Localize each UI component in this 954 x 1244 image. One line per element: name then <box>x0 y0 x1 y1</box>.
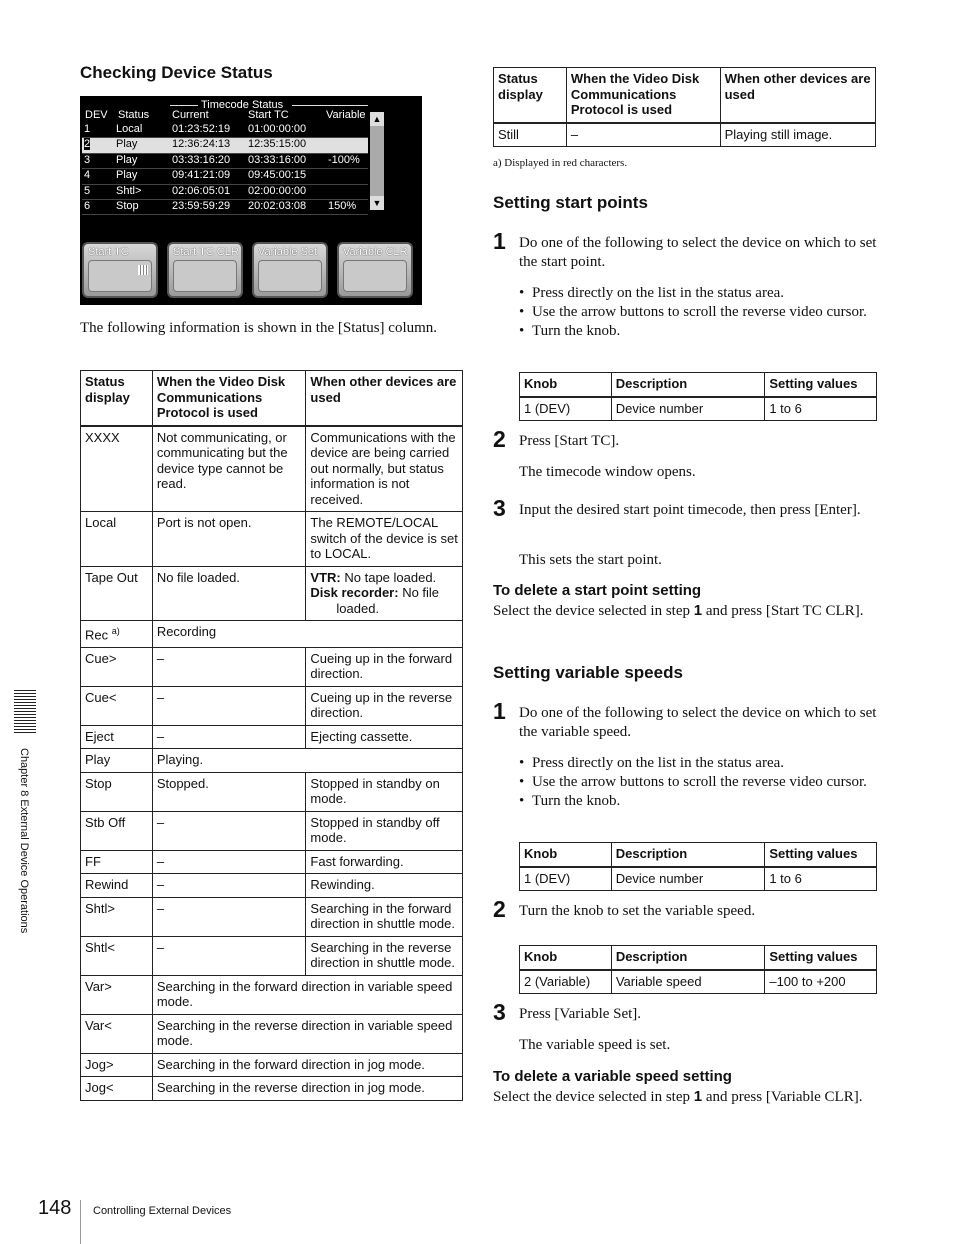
cell: Stopped. <box>152 772 306 811</box>
cell: Cueing up in the reverse direction. <box>306 686 463 725</box>
device-number: 1 <box>84 123 91 135</box>
step-number: 3 <box>493 495 506 521</box>
cell <box>81 621 153 648</box>
step-text: Do one of the following to select the device on which to set the start point. <box>519 235 877 270</box>
list-item: • Press directly on the list in the status area. <box>519 754 869 773</box>
cell <box>306 566 463 621</box>
table-row <box>81 647 463 686</box>
step-ref: 1 <box>693 602 703 619</box>
list-item: • Use the arrow buttons to scroll the reverse video cursor. <box>519 773 869 792</box>
cell: FF <box>81 850 153 874</box>
device-row-selected[interactable] <box>82 138 368 153</box>
table-row <box>81 811 463 850</box>
device-current-tc: 01:23:52:19 <box>172 123 231 135</box>
step-text: Input the desired start point timecode, then press [Enter]. <box>519 502 861 518</box>
cell: Shtl< <box>81 936 153 975</box>
text: Select the device selected in step <box>493 1089 694 1105</box>
cell: Eject <box>81 725 153 749</box>
cell: Rewinding. <box>306 874 463 898</box>
button-label: Start TC CLR <box>173 246 239 258</box>
device-start-tc: 09:45:00:15 <box>248 169 307 182</box>
footnote-ref: a) <box>111 626 120 636</box>
header-vdcp: When the Video Disk Communications Protocol is used <box>566 68 720 123</box>
cell: Ejecting cassette. <box>306 725 463 749</box>
header-status-display: Status display <box>494 68 567 123</box>
cell: 1 (DEV) <box>520 867 612 891</box>
table-row <box>81 772 463 811</box>
table-row <box>81 621 463 648</box>
device-start-tc: 02:00:00:00 <box>248 184 307 197</box>
text: and press [Start TC CLR]. <box>702 603 864 619</box>
button-label: Variable Set <box>258 246 318 258</box>
table-row <box>81 936 463 975</box>
step-ref: 1 <box>693 1088 703 1105</box>
subheading-delete-variable-speed: To delete a variable speed setting <box>493 1068 732 1085</box>
device-variable: -100% <box>328 153 360 166</box>
cell: Play <box>81 749 153 773</box>
col-current: Current <box>172 109 209 121</box>
cell: – <box>152 850 306 874</box>
device-row[interactable] <box>82 200 368 215</box>
cell: The REMOTE/LOCAL switch of the device is set to LOCAL. <box>306 512 463 567</box>
variable-set-button[interactable] <box>252 242 328 298</box>
col-status: Status <box>118 109 150 121</box>
table-row <box>81 566 463 621</box>
cell: Local <box>81 512 153 567</box>
chapter-side-label: Chapter 8 External Device Operations <box>18 748 30 934</box>
disk-recorder-label: Disk recorder: <box>310 585 399 600</box>
timecode-status-title: Timecode Status <box>201 99 284 111</box>
start-tc-button[interactable] <box>82 242 158 298</box>
device-current-tc: 23:59:59:29 <box>172 199 231 212</box>
table-row <box>81 426 463 512</box>
cell: Stop <box>81 772 153 811</box>
cell: Searching in the reverse direction in jog mode. <box>152 1077 462 1101</box>
device-status: Local <box>116 123 143 135</box>
cell: – <box>152 811 306 850</box>
cell: Searching in the forward direction in jog mode. <box>152 1053 462 1077</box>
vtr-text: No tape loaded. <box>340 569 437 585</box>
device-start-tc: 12:35:15:00 <box>248 138 307 151</box>
device-status: Play <box>116 153 138 166</box>
button-face <box>343 260 407 292</box>
footnote: a) Displayed in red characters. <box>493 157 628 169</box>
device-start-tc: 01:00:00:00 <box>248 123 307 135</box>
device-start-tc: 20:02:03:08 <box>248 199 307 212</box>
step-result: The timecode window opens. <box>519 464 696 480</box>
cell: Cue> <box>81 647 153 686</box>
header-setting-values: Setting values <box>765 946 877 970</box>
list-item: • Turn the knob. <box>519 322 869 341</box>
table-row <box>81 749 463 773</box>
table-row <box>520 867 877 891</box>
device-number: 2 <box>84 138 91 151</box>
divider <box>170 105 198 106</box>
header-other-devices: When other devices are used <box>306 371 463 426</box>
header-knob: Knob <box>520 373 612 397</box>
list-scrollbar[interactable] <box>370 112 384 210</box>
device-number: 5 <box>84 184 91 197</box>
header-knob: Knob <box>520 843 612 867</box>
device-current-tc: 09:41:21:09 <box>172 169 231 182</box>
cell: Recording <box>152 621 462 648</box>
step-text: Press [Variable Set]. <box>519 1006 642 1022</box>
device-number: 6 <box>84 199 91 212</box>
cell: Rewind <box>81 874 153 898</box>
cell: Cue< <box>81 686 153 725</box>
cell: – <box>152 936 306 975</box>
delete-start-point-text <box>493 601 873 621</box>
cell: Searching in the reverse direction in variable speed mode. <box>152 1014 462 1053</box>
button-label: Start TC <box>88 246 129 258</box>
cell: Variable speed <box>611 970 765 994</box>
subheading-delete-start-point: To delete a start point setting <box>493 582 702 599</box>
cell: – <box>152 647 306 686</box>
status-table-continued <box>493 67 876 147</box>
table-row <box>81 975 463 1014</box>
device-row[interactable] <box>82 185 368 200</box>
device-variable: 150% <box>328 199 357 212</box>
table-row <box>81 1053 463 1077</box>
cell: Stopped in standby on mode. <box>306 772 463 811</box>
bullet-list <box>519 284 869 341</box>
header-other-devices: When other devices are used <box>720 68 875 123</box>
cell: Device number <box>611 867 765 891</box>
cell: – <box>152 874 306 898</box>
header-knob: Knob <box>520 946 612 970</box>
cell: 1 to 6 <box>765 397 877 421</box>
button-face <box>258 260 322 292</box>
section-heading-start-points: Setting start points <box>493 193 648 212</box>
knob-table <box>519 372 877 421</box>
status-rec: Rec <box>85 627 109 643</box>
footer-section-title: Controlling External Devices <box>93 1205 232 1217</box>
cell: 2 (Variable) <box>520 970 612 994</box>
cell: Shtl> <box>81 897 153 936</box>
cell: Tape Out <box>81 566 153 621</box>
cell: Communications with the device are being carried out normally, but status information is not received. <box>306 426 463 512</box>
status-column-intro: The following information is shown in the [Status] column. <box>80 320 438 336</box>
header-status-display: Status display <box>81 371 153 426</box>
device-status: Stop <box>116 199 139 212</box>
cell: 1 to 6 <box>765 867 877 891</box>
cell: Searching in the forward direction in shuttle mode. <box>306 897 463 936</box>
cell: No file loaded. <box>152 566 306 621</box>
header-description: Description <box>611 373 765 397</box>
table-row <box>81 1077 463 1101</box>
header-description: Description <box>611 843 765 867</box>
step-text: Do one of the following to select the device on which to set the variable speed. <box>519 705 877 740</box>
variable-clr-button[interactable] <box>337 242 413 298</box>
knob-table <box>519 945 877 994</box>
footer-divider <box>80 1200 81 1244</box>
header-vdcp: When the Video Disk Communications Protocol is used <box>152 371 306 426</box>
col-variable: Variable <box>326 109 366 121</box>
device-number: 4 <box>84 169 91 182</box>
list-item: • Use the arrow buttons to scroll the reverse video cursor. <box>519 303 869 322</box>
keypad-icon <box>138 265 148 275</box>
cell: Playing. <box>152 749 462 773</box>
scroll-up-arrow-icon[interactable]: ▲ <box>370 112 384 126</box>
timecode-status-screenshot <box>80 96 422 305</box>
disk-recorder-text: No file loaded. <box>336 585 440 616</box>
status-table <box>80 370 463 1101</box>
step-number: 2 <box>493 426 506 452</box>
button-face <box>88 260 152 292</box>
cell: Jog> <box>81 1053 153 1077</box>
cell: Jog< <box>81 1077 153 1101</box>
cell: Still <box>494 123 567 147</box>
header-setting-values: Setting values <box>765 843 877 867</box>
section-heading-variable-speeds: Setting variable speeds <box>493 663 683 682</box>
header-setting-values: Setting values <box>765 373 877 397</box>
start-tc-clr-button[interactable] <box>167 242 243 298</box>
cell: – <box>152 686 306 725</box>
device-row[interactable] <box>82 169 368 184</box>
cell: Stb Off <box>81 811 153 850</box>
table-row <box>81 850 463 874</box>
step-number: 2 <box>493 896 506 922</box>
divider <box>292 105 368 106</box>
list-item: • Press directly on the list in the status area. <box>519 284 869 303</box>
cell: – <box>566 123 720 147</box>
cell: Fast forwarding. <box>306 850 463 874</box>
device-number: 3 <box>84 153 91 166</box>
vtr-label: VTR: <box>310 569 341 585</box>
cell: Stopped in standby off mode. <box>306 811 463 850</box>
table-row <box>81 686 463 725</box>
cell: Searching in the reverse direction in shuttle mode. <box>306 936 463 975</box>
cell: – <box>152 897 306 936</box>
device-current-tc: 02:06:05:01 <box>172 184 231 197</box>
step-result: This sets the start point. <box>519 552 662 568</box>
col-dev: DEV <box>85 109 108 121</box>
col-start-tc: Start TC <box>248 109 289 121</box>
table-row <box>81 897 463 936</box>
cell: Port is not open. <box>152 512 306 567</box>
screenshot-column-headers <box>82 109 368 119</box>
cell: 1 (DEV) <box>520 397 612 421</box>
device-status: Play <box>116 169 138 182</box>
list-item: • Turn the knob. <box>519 792 869 811</box>
page-number: 148 <box>38 1197 72 1219</box>
chapter-tab-marker <box>14 690 36 734</box>
cell: –100 to +200 <box>765 970 877 994</box>
cell: Var< <box>81 1014 153 1053</box>
table-row <box>520 397 877 421</box>
cell: Not communicating, or communicating but the device type cannot be read. <box>152 426 306 512</box>
step-number: 1 <box>493 228 506 254</box>
knob-table <box>519 842 877 891</box>
text: and press [Variable CLR]. <box>702 1089 863 1105</box>
bullet-list <box>519 754 869 811</box>
device-start-tc: 03:33:16:00 <box>248 153 307 166</box>
cell: Cueing up in the forward direction. <box>306 647 463 686</box>
button-face <box>173 260 237 292</box>
device-row[interactable] <box>82 154 368 169</box>
cell: Device number <box>611 397 765 421</box>
cell: – <box>152 725 306 749</box>
table-row <box>81 1014 463 1053</box>
table-row <box>520 970 877 994</box>
section-heading-checking-device-status: Checking Device Status <box>80 63 273 82</box>
scroll-down-arrow-icon[interactable]: ▼ <box>370 196 384 210</box>
step-result: The variable speed is set. <box>519 1037 671 1053</box>
cell: Searching in the forward direction in variable speed mode. <box>152 975 462 1014</box>
delete-variable-speed-text <box>493 1087 873 1107</box>
button-label: Variable CLR <box>343 246 408 258</box>
device-current-tc: 03:33:16:20 <box>172 153 231 166</box>
device-row[interactable] <box>82 123 368 138</box>
table-row <box>81 874 463 898</box>
step-text: Turn the knob to set the variable speed. <box>519 903 756 919</box>
device-status: Shtl> <box>116 184 142 197</box>
cell: Playing still image. <box>720 123 875 147</box>
cell: XXXX <box>81 426 153 512</box>
step-number: 1 <box>493 698 506 724</box>
device-status: Play <box>116 138 138 151</box>
table-row <box>81 725 463 749</box>
table-row <box>494 123 876 147</box>
device-current-tc: 12:36:24:13 <box>172 138 231 151</box>
table-row <box>81 512 463 567</box>
device-list[interactable] <box>82 123 368 215</box>
text: Select the device selected in step <box>493 603 694 619</box>
step-text: Press [Start TC]. <box>519 433 620 449</box>
cell: Var> <box>81 975 153 1014</box>
header-description: Description <box>611 946 765 970</box>
step-number: 3 <box>493 999 506 1025</box>
